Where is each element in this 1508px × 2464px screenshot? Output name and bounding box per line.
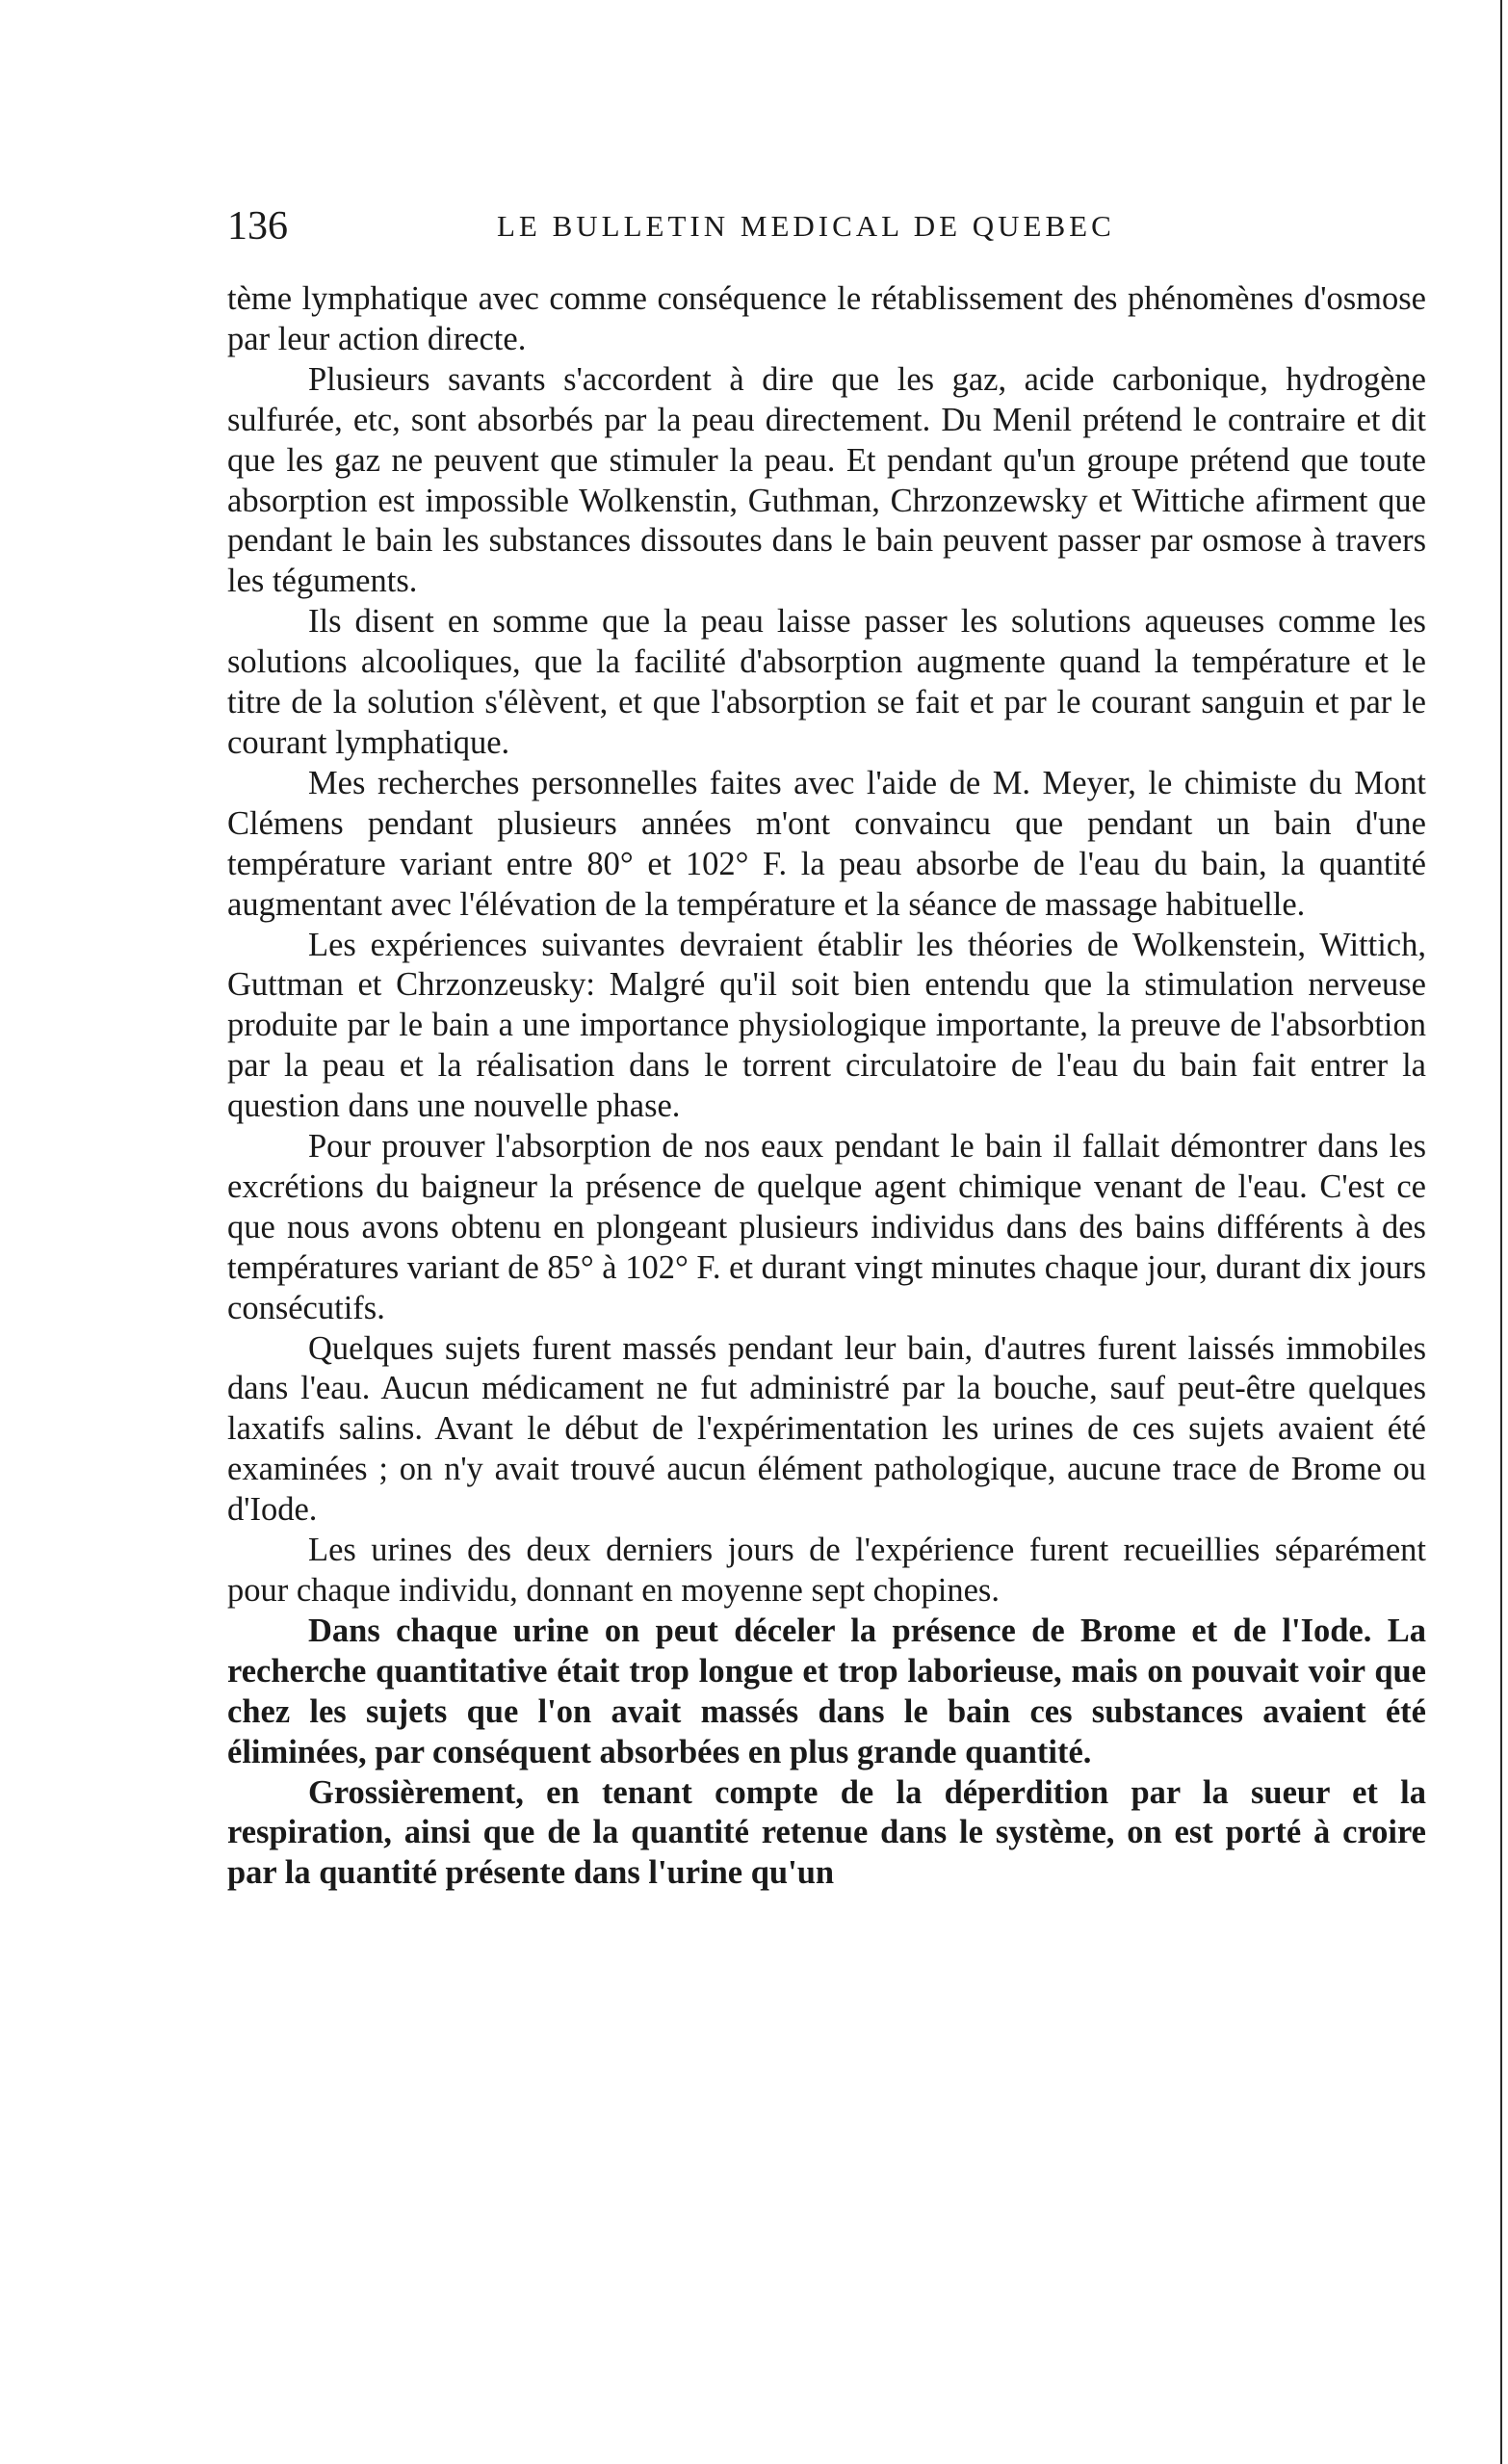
- paragraph-7: Quelques sujets furent massés pendant leur bain, d'autres furent laissés immobiles dans l'eau. Aucun médicament ne fut administré par la bouche, sauf peut-être quelques laxatifs salins. Avant le début de l'expérimentation les urines de ces sujets avaient été examinées ; on n'y avait trouvé aucun élément pathologique, aucune trace de Brome ou d'Iode.: [227, 1329, 1426, 1529]
- paragraph-5: Les expériences suivantes devraient établir les théories de Wolkenstein, Wittich, Guttman et Chrzonzeusky: Malgré qu'il soit bien entendu que la stimulation nerveuse produite par le bain a une importance physiologique importante, la preuve de l'absorbtion par la peau et la réalisation dans le torrent circulatoire de l'eau du bain fait entrer la question dans une nouvelle phase.: [227, 926, 1426, 1125]
- paragraph-9: Dans chaque urine on peut déceler la présence de Brome et de l'Iode. La recherche quantitative était trop longue et trop laborieuse, mais on pouvait voir que chez les sujets que l'on avait massés dans le bain ces substances avaient été éliminées, par conséquent absorbées en plus grande quantité.: [227, 1612, 1426, 1770]
- running-title: LE BULLETIN MEDICAL DE QUEBEC: [497, 209, 1115, 243]
- paragraph-8: Les urines des deux derniers jours de l'expérience furent recueillies séparément pour chaque individu, donnant en moyenne sept chopines.: [227, 1532, 1426, 1609]
- page-header: [227, 197, 1426, 255]
- paragraph-4: Mes recherches personnelles faites avec l'aide de M. Meyer, le chimiste du Mont Clémens pendant plusieurs années m'ont convaincu que pendant un bain d'une température variant entre 80° et 102° F. la peau absorbe de l'eau du bain, la quantité augmentant avec l'élévation de la température et la séance de massage habituelle.: [227, 764, 1426, 923]
- paragraph-1: tème lymphatique avec comme conséquence le rétablissement des phénomènes d'osmose par leur action directe.: [227, 280, 1426, 357]
- body-text: [227, 279, 1426, 1894]
- paragraph-2: Plusieurs savants s'accordent à dire que les gaz, acide carbonique, hydrogène sulfurée, etc, sont absorbés par la peau directement. Du Menil prétend le contraire et dit que les gaz ne peuvent que stimuler la peau. Et pendant qu'un groupe prétend que toute absorption est impossible Wolkenstin, Guthman, Chrzonzewsky et Wittiche afirment que pendant le bain les substances dissoutes dans le bain peuvent passer par osmose à travers les téguments.: [227, 360, 1426, 600]
- paragraph-10: Grossièrement, en tenant compte de la déperdition par la sueur et la respiration, ainsi que de la quantité retenue dans le système, on est porté à croire par la quantité présente dans l'urine qu'un: [227, 1773, 1426, 1892]
- paragraph-3: Ils disent en somme que la peau laisse passer les solutions aqueuses comme les solutions alcooliques, que la facilité d'absorption augmente quand la température et le titre de la solution s'élèvent, et que l'absorption se fait et par le courant sanguin et par le courant lymphatique.: [227, 603, 1426, 761]
- page-edge-line: [1500, 0, 1502, 2464]
- paragraph-6: Pour prouver l'absorption de nos eaux pendant le bain il fallait démontrer dans les excrétions du baigneur la présence de quelque agent chimique venant de l'eau. C'est ce que nous avons obtenu en plongeant plusieurs individus dans des bains différents à des températures variant de 85° à 102° F. et durant vingt minutes chaque jour, durant dix jours consécutifs.: [227, 1128, 1427, 1326]
- page-number: 136: [227, 204, 288, 249]
